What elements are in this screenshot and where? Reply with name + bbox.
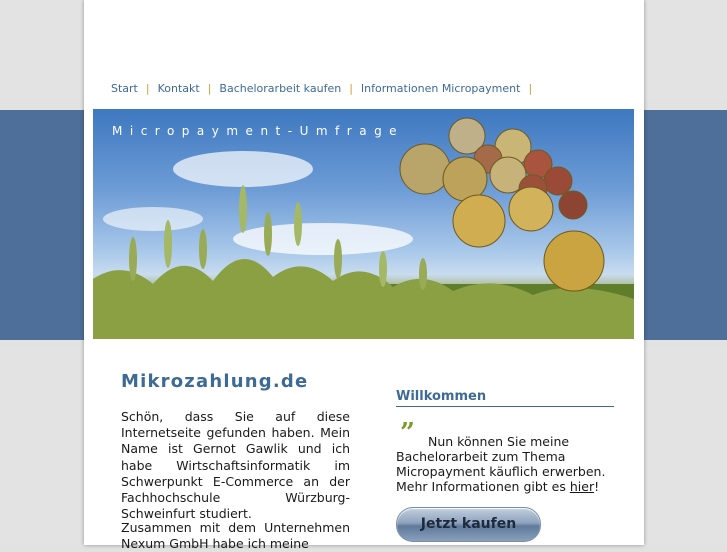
site-title: Mikrozahlung.de — [121, 371, 309, 392]
nav-separator: | — [528, 82, 533, 95]
nav-kontakt[interactable]: Kontakt — [157, 82, 200, 95]
welcome-text-end: ! — [594, 479, 600, 494]
more-info-link[interactable]: hier — [569, 479, 595, 494]
welcome-heading: Willkommen — [396, 389, 614, 407]
quote-icon: ” — [400, 418, 415, 448]
intro-paragraph: Schön, dass Sie auf diese Internetseite gefunden haben. Mein Name ist Gernot Gawlik und ich habe Wirtschaftsinformatik im Schwerpunkt E-Commerce an der Fachhochschule Würzburg-Schweinfurt studiert. — [121, 409, 350, 522]
welcome-text — [396, 434, 616, 494]
banner-illustration — [93, 109, 634, 339]
header-banner-image — [93, 109, 634, 339]
coins — [400, 118, 604, 291]
buy-now-button[interactable]: Jetzt kaufen — [396, 507, 541, 542]
intro-paragraph-2: Zusammen mit dem Unternehmen Nexum GmbH habe ich meine — [121, 520, 350, 552]
nav-start[interactable]: Start — [111, 82, 138, 95]
page-container — [84, 0, 644, 552]
welcome-body: Nun können Sie meine Bachelorarbeit zum Thema Micropayment käuflich erwerben. Mehr Informationen gibt es — [396, 434, 606, 494]
nav-separator: | — [349, 82, 353, 95]
nav-separator: | — [207, 82, 212, 95]
nav-bachelorarbeit-kaufen[interactable]: Bachelorarbeit kaufen — [219, 82, 342, 95]
banner-title: Micropayment-Umfrage — [112, 124, 405, 138]
nav-separator: | — [145, 82, 150, 95]
nav-informationen-micropayment[interactable]: Informationen Micropayment — [360, 82, 521, 95]
main-navigation — [111, 82, 540, 95]
